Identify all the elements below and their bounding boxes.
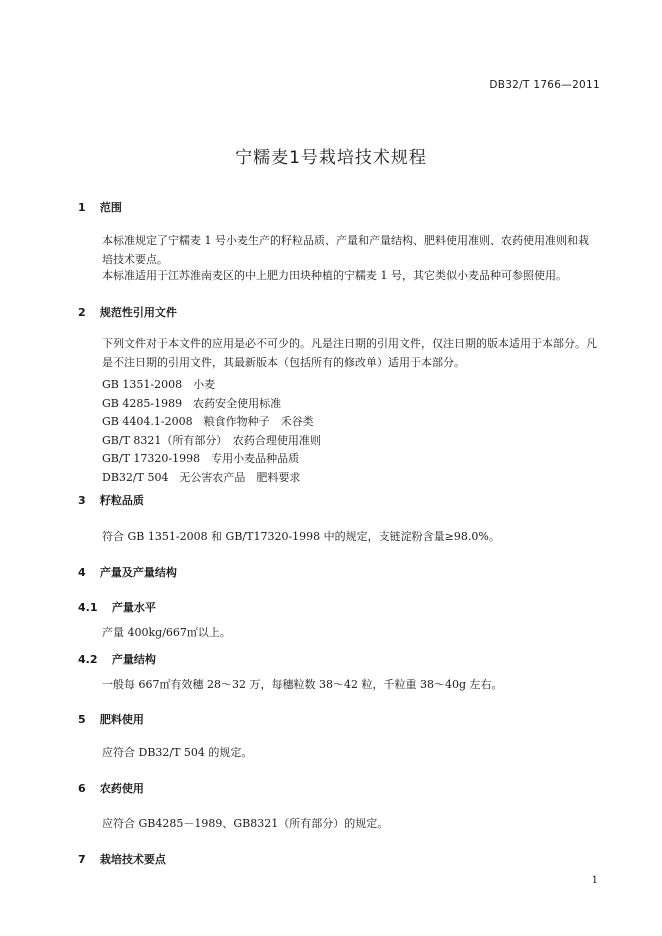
section-number: 2	[78, 306, 86, 319]
section-6-heading	[78, 780, 144, 796]
section-title: 栽培技术要点	[99, 853, 166, 866]
paragraph-text: 下列文件对于本文件的应用是必不可少的。凡是注日期的引用文件，仅注日期的版本适用于本部分。凡是不注日期的引用文件，其最新版本（包括所有的修改单）适用于本部分。	[102, 337, 597, 369]
section-1-heading	[78, 199, 122, 215]
section-title: 产量及产量结构	[99, 566, 177, 579]
section-number: 6	[78, 782, 86, 795]
section-4-2-heading	[78, 651, 156, 667]
section-1-paragraph-2	[78, 266, 598, 285]
document-title: 宁糯麦1号栽培技术规程	[235, 148, 427, 168]
section-number: 4.1	[78, 601, 98, 614]
section-3-heading	[78, 492, 144, 508]
section-1-paragraph-1	[78, 231, 598, 269]
reference-item: GB/T 8321（所有部分） 农药合理使用准则	[102, 433, 321, 447]
section-number: 4	[78, 566, 86, 579]
section-title: 农药使用	[99, 782, 144, 795]
reference-item: GB 4285-1989 农药安全使用标准	[102, 396, 282, 410]
section-4-1-text: 产量 400kg/667㎡以上。	[102, 626, 231, 639]
section-number: 4.2	[78, 653, 98, 666]
section-number: 7	[78, 853, 86, 866]
section-2-heading	[78, 304, 177, 320]
section-title: 产量结构	[111, 653, 156, 666]
section-5-text: 应符合 DB32/T 504 的规定。	[102, 746, 253, 759]
section-7-heading	[78, 851, 166, 867]
section-4-heading	[78, 564, 177, 580]
section-3-text: 符合 GB 1351-2008 和 GB/T17320-1998 中的规定，支链淀粉含量≥98.0%。	[102, 530, 500, 543]
section-title: 籽粒品质	[99, 494, 144, 507]
section-title: 肥料使用	[99, 713, 144, 726]
section-title: 范围	[99, 201, 122, 214]
section-2-intro	[78, 334, 598, 372]
section-5-heading	[78, 711, 144, 727]
section-title: 产量水平	[111, 601, 156, 614]
reference-item: DB32/T 504 无公害农产品 肥料要求	[102, 470, 301, 484]
section-4-2-text: 一般每 667㎡有效穗 28～32 万，每穗粒数 38～42 粒，千粒重 38～40g 左右。	[102, 678, 503, 691]
section-6-text: 应符合 GB4285－1989、GB8321（所有部分）的规定。	[102, 817, 389, 830]
section-number: 1	[78, 201, 86, 214]
section-number: 3	[78, 494, 86, 507]
standard-code: DB32/T 1766—2011	[489, 79, 600, 91]
normative-references-list	[102, 376, 321, 487]
section-title: 规范性引用文件	[99, 306, 177, 319]
reference-item: GB/T 17320-1998 专用小麦品种品质	[102, 452, 300, 465]
section-number: 5	[78, 713, 86, 726]
reference-item: GB 4404.1-2008 粮食作物种子 禾谷类	[102, 415, 314, 428]
reference-item: GB 1351-2008 小麦	[102, 378, 216, 391]
paragraph-text: 本标准规定了宁糯麦 1 号小麦生产的籽粒品质、产量和产量结构、肥料使用准则、农药使用准则和栽培技术要点。	[102, 234, 589, 266]
section-4-1-heading	[78, 599, 156, 615]
page-number: 1	[591, 875, 598, 886]
paragraph-text: 本标准适用于江苏淮南麦区的中上肥力田块种植的宁糯麦 1 号，其它类似小麦品种可参照使用。	[102, 269, 567, 282]
